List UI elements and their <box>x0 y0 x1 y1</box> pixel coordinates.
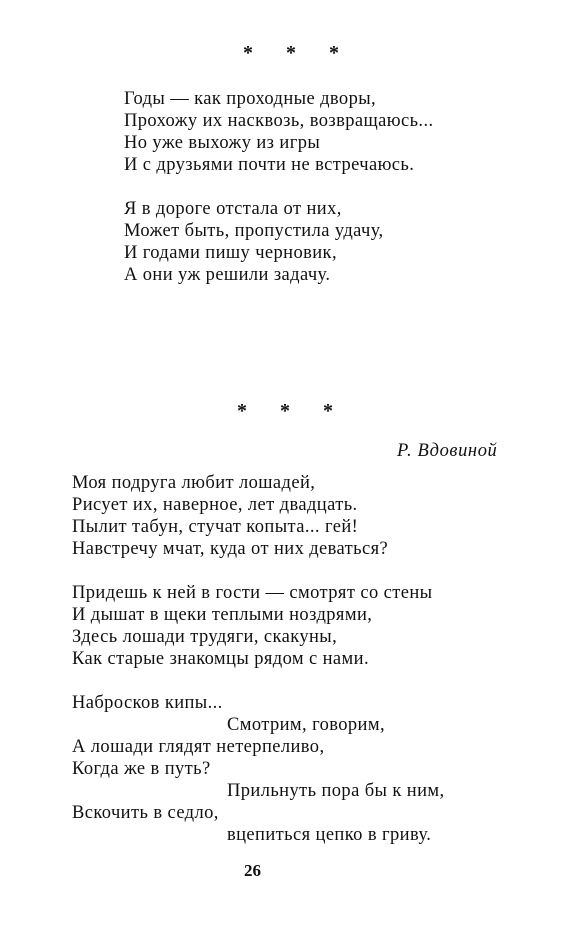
poem1-line: Но уже выхожу из игры <box>124 133 321 153</box>
poem1-line: Прохожу их насквозь, возвращаюсь... <box>124 111 434 131</box>
poem2-line: Навстречу мчат, куда от них деваться? <box>72 539 389 559</box>
poem1-line: Я в дороге отстала от них, <box>124 199 342 219</box>
poem2-line: Рисует их, наверное, лет двадцать. <box>72 495 358 515</box>
poem2-dedication: Р. Вдовиной <box>397 441 498 461</box>
poem2-line: Когда же в путь? <box>72 759 211 779</box>
poem1-separator: * * * <box>243 42 353 64</box>
poem2-line: Прильнуть пора бы к ним, <box>227 781 445 801</box>
poem2-line: Моя подруга любит лошадей, <box>72 473 316 493</box>
page-number: 26 <box>244 861 261 880</box>
poem2-line: Придешь к ней в гости — смотрят со стены <box>72 583 433 603</box>
poem2-line: Как старые знакомцы рядом с нами. <box>72 649 369 669</box>
poem1-line: И годами пишу черновик, <box>124 243 337 263</box>
poem1-line: Может быть, пропустила удачу, <box>124 221 384 241</box>
poem2-line: Пылит табун, стучат копыта... гей! <box>72 517 359 537</box>
poem2-line: И дышат в щеки теплыми ноздрями, <box>72 605 373 625</box>
poem1-line: А они уж решили задачу. <box>124 265 331 285</box>
poem2-line: Вскочить в седло, <box>72 803 219 823</box>
poem2-line: Здесь лошади трудяги, скакуны, <box>72 627 338 647</box>
poem2-line: Набросков кипы... <box>72 693 223 713</box>
poem2-line: А лошади глядят нетерпеливо, <box>72 737 325 757</box>
poem1-line: Годы — как проходные дворы, <box>124 89 377 109</box>
poem2-separator: * * * <box>237 400 347 422</box>
poem2-line: вцепиться цепко в гриву. <box>227 825 432 845</box>
poem1-line: И с друзьями почти не встречаюсь. <box>124 155 415 175</box>
poem2-line: Смотрим, говорим, <box>227 715 385 735</box>
